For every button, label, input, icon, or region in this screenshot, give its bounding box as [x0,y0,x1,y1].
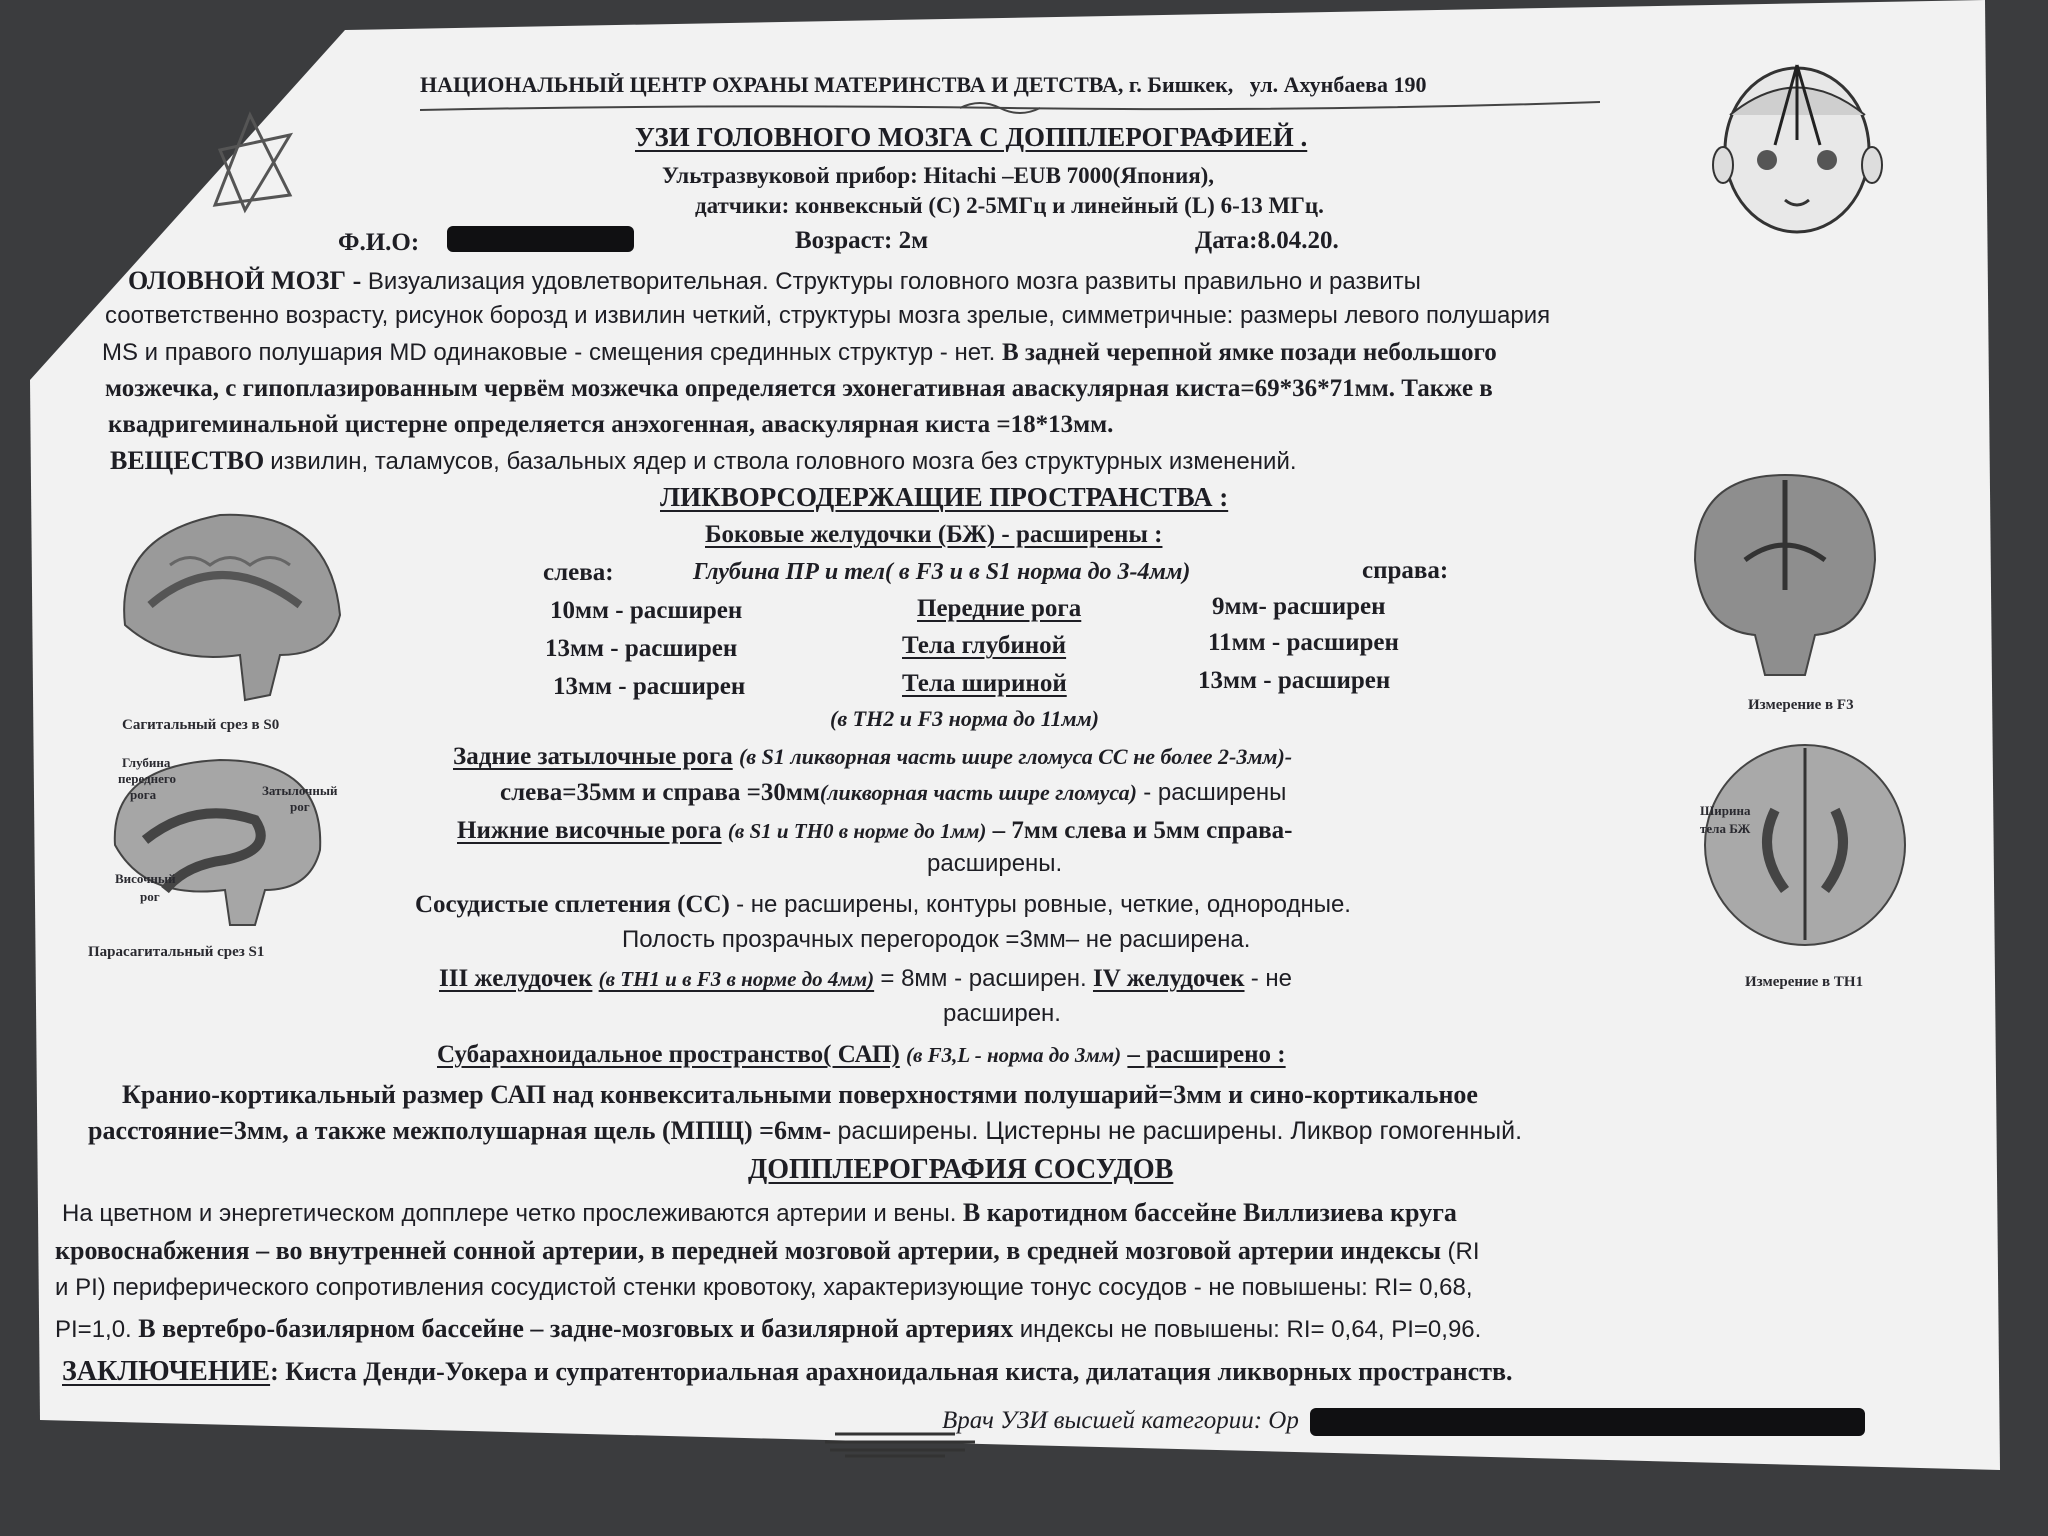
substance-heading: ВЕЩЕСТВО [110,446,265,475]
brain-text-1: Визуализация удовлетворительная. Структуры головного мозга развиты правильно и развиты [367,268,1421,295]
row-width-right: 13мм - расширен [1198,667,1391,694]
third-heading: III желудочек [439,965,593,992]
row-anterior-left: 10мм - расширен [550,597,743,624]
sas-norm: (в F3,L - норма до 3мм) [906,1043,1122,1067]
doppler-line-4 [55,1316,1481,1342]
institution-address: ул. Ахунбаева 190 [1249,72,1427,97]
institution-header [420,74,1426,96]
institution-name: НАЦИОНАЛЬНЫЙ ЦЕНТР ОХРАНЫ МАТЕРИНСТВА И ДЕТСТВА, [420,72,1124,97]
posterior-val-note: (ликворная часть шире гломуса) [819,780,1137,805]
device-info: Ультразвуковой прибор: Hitachi –EUB 7000(Япония), [662,163,1215,188]
patient-age: Возраст: 2м [795,227,929,254]
institution-city: г. Бишкек, [1128,72,1234,97]
doppler-line-1 [62,1200,1457,1226]
brain-line-2: соответственно возрасту, рисунок борозд и извилин четкий, структуры мозга зрелые, симметричные: размеры левого полушария [105,302,1551,329]
plexus-text: - не расширены, контуры ровные, четкие, однородные. [736,891,1351,918]
label-occipital: Затылочный [262,783,338,798]
doppler-text-2-end: (RI [1447,1238,1480,1265]
sas-line-2 [88,1118,1522,1144]
doppler-text-4b: В вертебро-базилярном бассейне – задне-мозговых и базилярной артериях [138,1314,1014,1343]
row-width-name: Тела шириной [902,670,1067,697]
inferior-heading: Нижние височные рога [457,817,722,844]
third-ventricle [439,966,1292,991]
stamp-scribble [825,1422,985,1462]
doppler-title: ДОППЛЕРОГРАФИЯ СОСУДОВ [748,1154,1174,1185]
label-temporal-2: рог [140,889,160,904]
conclusion [62,1358,1513,1386]
label-width: Ширина [1700,803,1751,818]
doppler-text-1a: На цветном и энергетическом допплере четко прослеживаются артерии и вены. [62,1200,957,1227]
report-title: УЗИ ГОЛОВНОГО МОЗГА С ДОППЛЕРОГРАФИЕЙ . [635,122,1308,152]
sas-line-2a: расстояние=3мм, а также межполушарная щель (МПЩ) =6мм- [88,1116,832,1145]
row-depth-left: 13мм - расширен [545,635,738,662]
sas-heading: Субарахноидальное пространство( САП) [437,1041,900,1068]
fourth-val: - не [1250,965,1293,992]
posterior-val: слева=35мм и справа =30мм [500,779,820,806]
doppler-line-3: и PI) периферического сопротивления сосудистой стенки кровотоку, характеризующие тонус сосудов - не повышены: RI= 0,68, [55,1274,1473,1301]
posterior-norm: (в S1 ликворная часть шире гломуса СС не более 2-3мм)- [738,744,1293,769]
sas-line-1: Кранио-кортикальный размер САП над конвекситальными поверхностями полушарий=3мм и сино-кортикальное [122,1080,1478,1109]
row-depth-right: 11мм - расширен [1208,629,1399,656]
csf-title: ЛИКВОРСОДЕРЖАЩИЕ ПРОСТРАНСТВА : [660,482,1229,512]
depth-norm: Глубина ПР и тел( в F3 и в S1 норма до 3-4мм) [693,559,1191,585]
inferior-norm: (в S1 и ТН0 в норме до 1мм) [727,819,987,843]
inferior-val: – 7мм слева и 5мм справа- [992,817,1293,844]
row-anterior-name: Передние рога [917,595,1082,622]
fourth-values-2: расширен. [943,1000,1061,1027]
caption-sagittal: Сагитальный срез в S0 [122,717,280,733]
third-val: = 8мм - расширен. [880,965,1087,992]
inferior-values-2: расширены. [927,850,1063,877]
redacted-doctor-name [1310,1408,1865,1436]
conclusion-text: : Киста Денди-Уокера и супратенториальная арахноидальная киста, дилатация ликворных пространств. [270,1357,1513,1386]
sas-val: – расширено : [1127,1041,1286,1068]
brain-line-5: квадригеминальной цистерне определяется анэхогенная, аваскулярная киста =18*13мм. [108,411,1114,438]
redacted-name [447,226,634,252]
label-horn: рога [130,787,157,802]
conclusion-label: ЗАКЛЮЧЕНИЕ [62,1356,271,1387]
subarachnoid [437,1042,1286,1067]
label-temporal: Височный [115,871,176,886]
brain-text-3: MS и правого полушария MD одинаковые - смещения срединных структур - нет. [102,339,996,366]
right-label: справа: [1362,557,1449,584]
doppler-text-2: кровоснабжения – во внутренней сонной артерии, в передней мозговой артерии, в средней мозговой артерии индексы [55,1236,1442,1265]
left-label: слева: [543,559,614,586]
caption-parasagittal: Парасагитальный срез S1 [88,944,265,960]
inferior-horns [457,818,1292,843]
doppler-text-1b: В каротидном бассейне Виллизиева круга [962,1198,1457,1227]
width-norm: (в ТН2 и F3 норма до 11мм) [830,706,1099,731]
doctor-signature: Врач УЗИ высшей категории: Ор [942,1407,1299,1434]
posterior-heading: Задние затылочные рога [453,743,733,770]
posterior-horns [453,744,1292,769]
brain-heading: ОЛОВНОЙ МОЗГ - [128,266,362,295]
caption-f3: Измерение в F3 [1748,697,1854,713]
sensors-info: датчики: конвексный (С) 2-5МГц и линейный (L) 6-13 МГц. [695,193,1324,218]
label-width-2: тела БЖ [1700,821,1751,836]
doppler-text-4a: PI=1,0. [55,1316,132,1343]
fio-label: Ф.И.О: [338,229,420,256]
posterior-val-result: - расширены [1143,779,1287,806]
row-width-left: 13мм - расширен [553,673,746,700]
label-occipital-2: рог [290,799,310,814]
substance-text: извилин, таламусов, базальных ядер и ствола головного мозга без структурных изменений. [270,448,1297,475]
label-anterior: переднего [118,771,177,786]
fourth-heading: IV желудочек [1092,965,1245,992]
brain-line-3 [102,340,1497,365]
exam-date: Дата:8.04.20. [1195,227,1339,254]
label-depth: Глубина [122,755,171,770]
doppler-line-2 [55,1238,1480,1264]
caption-th1: Измерение в ТН1 [1745,974,1864,990]
choroid-plexus [415,892,1351,917]
brain-bold-3: В задней черепной ямке позади небольшого [1001,339,1497,366]
third-norm: (в ТН1 и в F3 в норме до 4мм) [598,967,875,991]
lateral-ventricles: Боковые желудочки (БЖ) - расширены : [705,521,1163,548]
posterior-values [500,780,1286,805]
sas-line-2b: расширены. Цистерны не расширены. Ликвор гомогенный. [837,1117,1523,1145]
doppler-text-4c: индексы не повышены: RI= 0,64, PI=0,96. [1019,1316,1482,1343]
brain-line-6 [110,448,1297,474]
row-anterior-right: 9мм- расширен [1212,593,1386,620]
septum: Полость прозрачных перегородок =3мм– не расширена. [622,926,1251,953]
brain-line-1 [128,268,1421,294]
row-depth-name: Тела глубиной [902,632,1067,659]
brain-line-4: мозжечка, с гипоплазированным червём мозжечка определяется эхонегативная аваскулярная киста=69*36*71мм. Также в [105,375,1493,402]
plexus-heading: Сосудистые сплетения (СС) [415,891,730,918]
